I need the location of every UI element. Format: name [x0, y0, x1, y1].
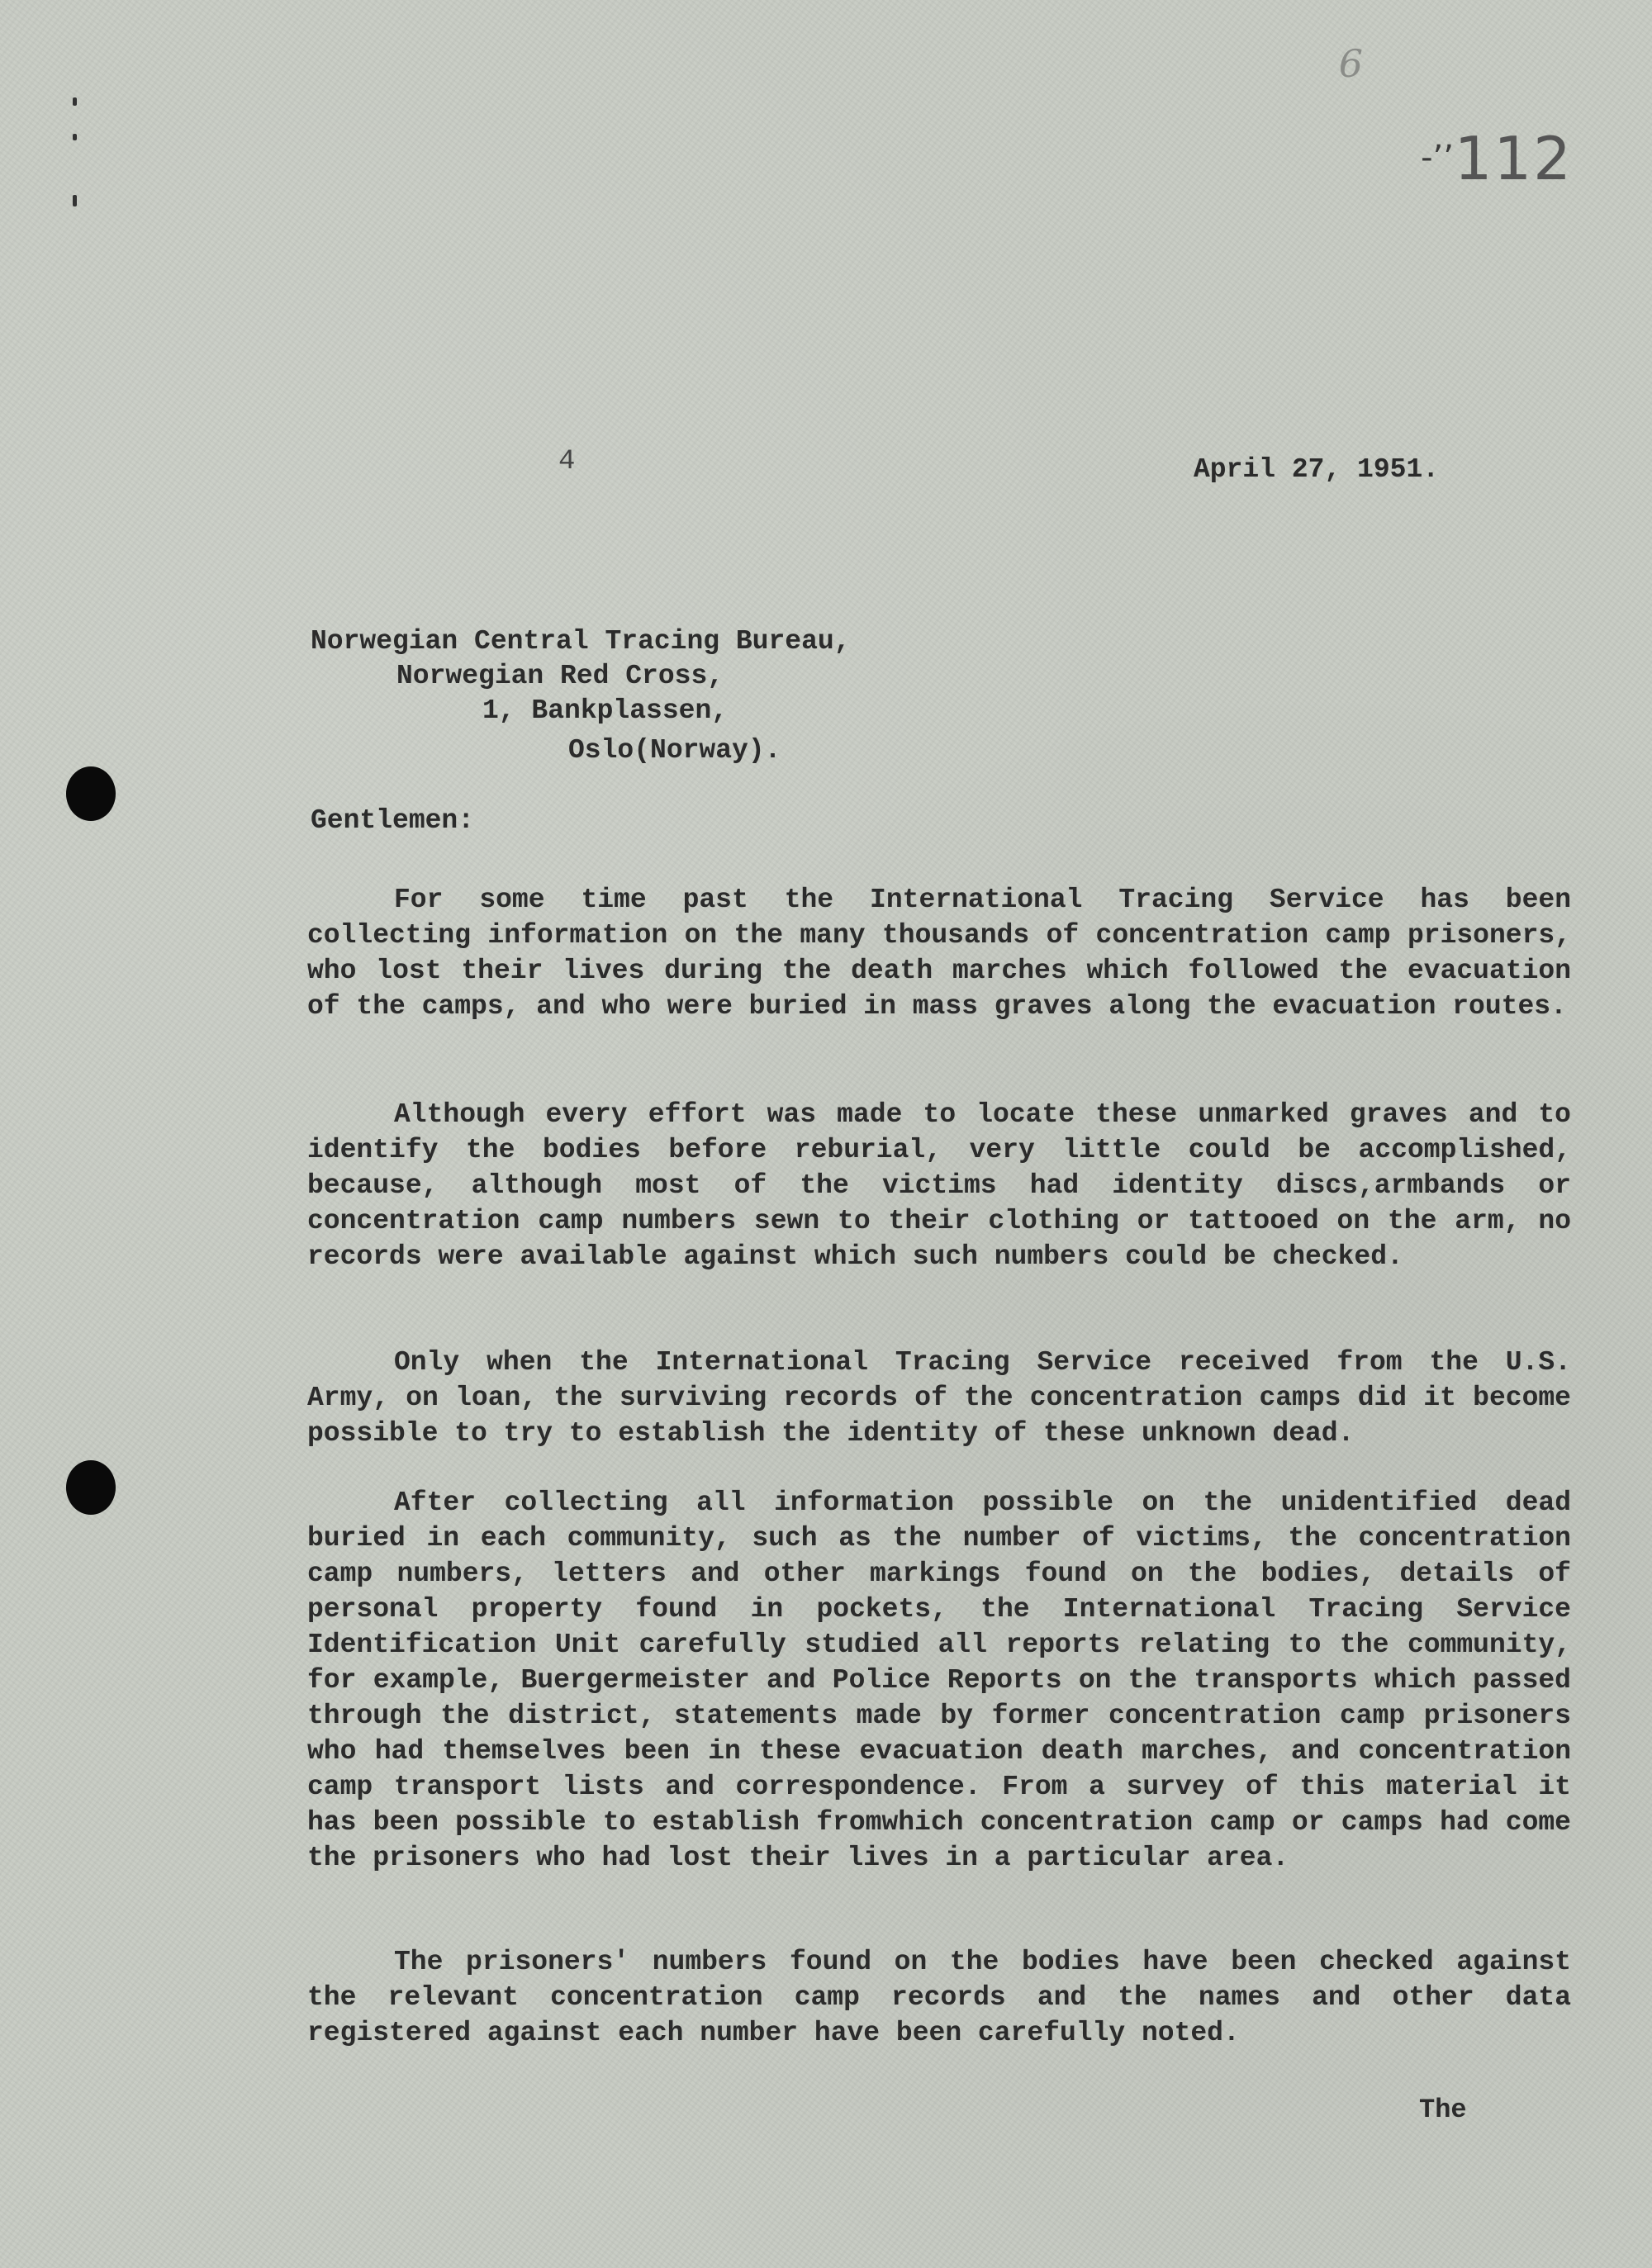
punch-hole-top: [66, 766, 116, 821]
ink-annotation: -’’: [1421, 139, 1454, 177]
pencil-annotation: 6: [1338, 41, 1363, 86]
address-line-3: 1, Bankplassen,: [482, 695, 729, 726]
address-line-2: Norwegian Red Cross,: [396, 661, 724, 691]
body-paragraph-3: Only when the International Tracing Service received from the U.S. Army, on loan, the surviving records of the concentration camps did it become possible to try to establish the identity of these unknown dead.: [307, 1347, 1571, 1449]
body-paragraph-4: After collecting all information possible on the unidentified dead buried in each community, such as the number of victims, the concentration camp numbers, letters and other markings found on the bodies, details of personal property found in pockets, the International Tracing Service Identification Unit carefully studied all reports relating to the community, for example, Buergermeister and Police Reports on the transports which passed through the district, statements made by former concentration camp prisoners who had themselves been in these evacuation death marches, and concentration camp transport lists and correspondence. From a survey of this material it has been possible to establish fromwhich concentration camp or camps had come the prisoners who had lost their lives in a particular area.: [307, 1487, 1571, 1873]
punch-hole-bottom: [66, 1460, 116, 1515]
catchword: The: [1419, 2095, 1467, 2125]
body-paragraph-1: For some time past the International Tracing Service has been collecting information on the many thousands of concentration camp prisoners, who lost their lives during the death marches which followed the evacuation of the camps, and who were buried in mass graves along the evacuation routes.: [307, 885, 1571, 1022]
margin-mark: [73, 195, 77, 206]
body-paragraph-5: The prisoners' numbers found on the bodies have been checked against the relevant concentration camp records and the names and other data registered against each number have been carefully noted.: [307, 1947, 1571, 2048]
letter-date: April 27, 1951.: [1194, 454, 1440, 485]
margin-mark: [73, 134, 77, 140]
copy-number: 4: [558, 446, 576, 477]
page-number: 112: [1454, 124, 1573, 193]
address-line-4: Oslo(Norway).: [568, 735, 781, 766]
address-line-1: Norwegian Central Tracing Bureau,: [311, 626, 851, 657]
body-paragraph-2: Although every effort was made to locate these unmarked graves and to identify the bodies before reburial, very little could be accomplished, because, although most of the victims had identity discs,armbands or concentration camp numbers sewn to their clothing or tattooed on the arm, no records were available against which such numbers could be checked.: [307, 1099, 1571, 1272]
salutation: Gentlemen:: [311, 805, 475, 836]
margin-mark: [73, 97, 77, 106]
